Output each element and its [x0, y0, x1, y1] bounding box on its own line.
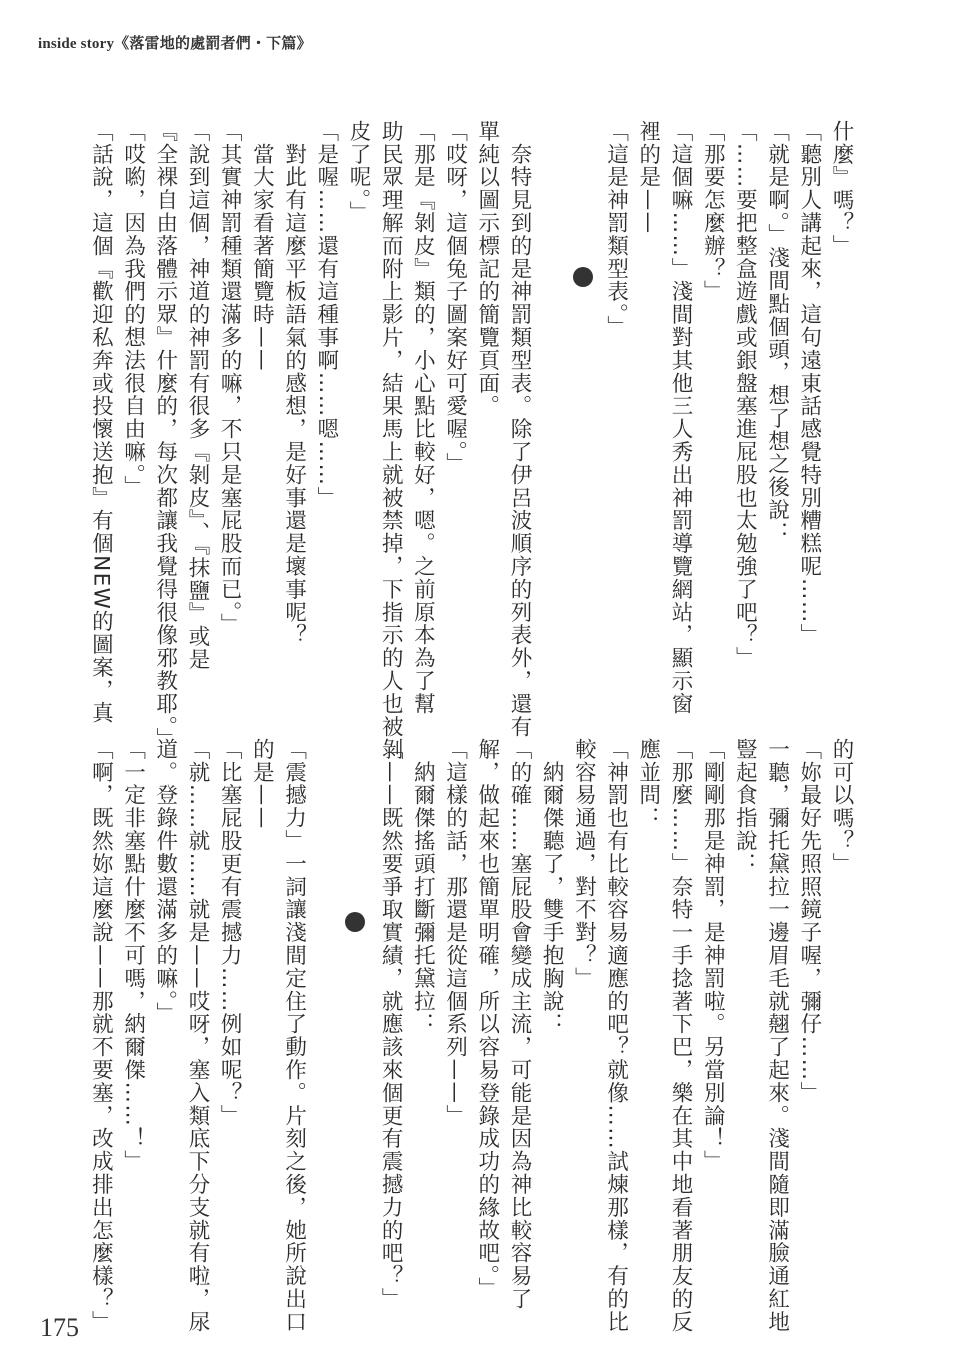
text-line: 「那是『剝皮』類的，小心點比較好，嗯。之前原本為了幫: [410, 120, 436, 716]
text-line: 「聽別人講起來，這句遠東話感覺特別糟糕呢……」: [796, 120, 822, 647]
text-line: 「剛剛那是神罰，是神罰啦。另當別論！」: [700, 738, 726, 1174]
text-line: 「哎喲，因為我們的想法很自由嘛。」: [120, 120, 146, 499]
text-line: 「就……就……就是——哎呀，塞入類底下分支就有啦，尿: [184, 738, 210, 1334]
text-line: 皮了呢。」: [345, 120, 371, 224]
text-line: 「那麼……」奈特一手捻著下巴，樂在其中地看著朋友的反: [667, 738, 693, 1334]
page-number: 175: [40, 1313, 79, 1342]
text-line: 「這個嘛……」淺間對其他三人秀出神罰導覽網站，顯示窗: [667, 120, 693, 716]
text-line: 「啊，既然妳這麼說——那就不要塞，改成排出怎麼樣？」: [88, 738, 114, 1334]
text-line: 的是——: [249, 738, 275, 830]
running-header: inside story《落雷地的處罰者們・下篇》: [38, 36, 312, 52]
text-line: 「說到這個，神道的神罰有很多『剝皮』、『抹鹽』或是: [184, 120, 210, 671]
text-line: 什麼』嗎？」: [829, 120, 854, 258]
text-line: 的可以嗎？」: [829, 738, 854, 876]
text-line: 「比塞屁股更有震撼力……例如呢？」: [217, 738, 243, 1128]
text-line: 「神罰也有比較容易適應的吧？就像……試煉那樣，有的比: [603, 738, 629, 1334]
text-line: 「……要把整盒遊戲或銀盤塞進屁股也太勉強了吧？」: [732, 120, 758, 670]
section-break-gap: [342, 738, 374, 1268]
text-line: 「震撼力」一詞讓淺間定住了動作。片刻之後，她所說出口: [281, 738, 307, 1334]
text-line: 「哎呀，這個兔子圖案好可愛喔。」: [442, 120, 468, 476]
text-line: 「這是神罰類型表。」: [603, 120, 629, 339]
text-line: 『全裸自由落體示眾』什麼的，每次都讓我覺得很像邪教耶。」: [152, 120, 178, 751]
text-line: 對此有這麼平板語氣的感想，是好事還是壞事呢？: [281, 120, 307, 647]
text-line: 裡的是——: [635, 120, 661, 235]
text-line: 「妳最好先照照鏡子喔，彌仔……」: [796, 738, 822, 1105]
text-line: 應並問：: [635, 738, 661, 830]
text-line: 助民眾理解而附上影片，結果馬上就被禁掉，下指示的人也被剝: [378, 120, 404, 762]
section-break-gap: [310, 738, 342, 1268]
section-break-bullet-icon: [345, 912, 365, 932]
text-line: 豎起食指說：: [732, 738, 758, 876]
text-line: 解，做起來也簡單明確，所以容易登錄成功的緣故吧。」: [474, 738, 500, 1300]
text-line: 較容易通過，對不對？」: [571, 738, 597, 990]
text-line: 「的確……塞屁股會變成主流，可能是因為神比較容易了: [506, 738, 532, 1311]
text-line: 單純以圖示標記的簡覽頁面。: [474, 120, 500, 418]
text-line: 「其實神罰種類還滿多的嘛，不只是塞屁股而已。」: [217, 120, 243, 636]
text-line: 納爾傑搖頭打斷彌托黛拉：: [410, 738, 436, 1036]
text-block-bottom: [84, 738, 857, 1334]
text-line: 當大家看著簡覽時——: [249, 120, 275, 372]
text-line: 「一定非塞點什麼不可嗎，納爾傑……！」: [120, 738, 146, 1174]
section-break-gap: [567, 120, 599, 640]
section-break-gap: [535, 120, 567, 640]
text-line: 納爾傑聽了，雙手抱胸說：: [539, 738, 565, 1036]
text-line: 「就是啊。」淺間點個頭，想了想之後說：: [764, 120, 790, 545]
text-line: 「話說，這個『歡迎私奔或投懷送抱』有個NEW的圖案，真: [88, 120, 114, 725]
text-line: 「——既然要爭取實績，就應該來個更有震撼力的吧？」: [378, 738, 404, 1311]
text-line: 一聽，彌托黛拉一邊眉毛就翹了起來。淺間隨即滿臉通紅地: [764, 738, 790, 1334]
text-line: 「是喔……還有這種事啊……嗯……」: [313, 120, 339, 510]
text-line: 「這樣的話，那還是從這個系列——」: [442, 738, 468, 1128]
text-line: 奈特見到的是神罰類型表。除了伊呂波順序的列表外，還有: [507, 120, 532, 739]
text-line: 「那要怎麼辦？」: [700, 120, 726, 304]
section-break-bullet-icon: [573, 267, 593, 287]
text-block-top: [84, 120, 857, 762]
text-line: 道。登錄件數還滿多的嘛。」: [152, 738, 178, 1025]
